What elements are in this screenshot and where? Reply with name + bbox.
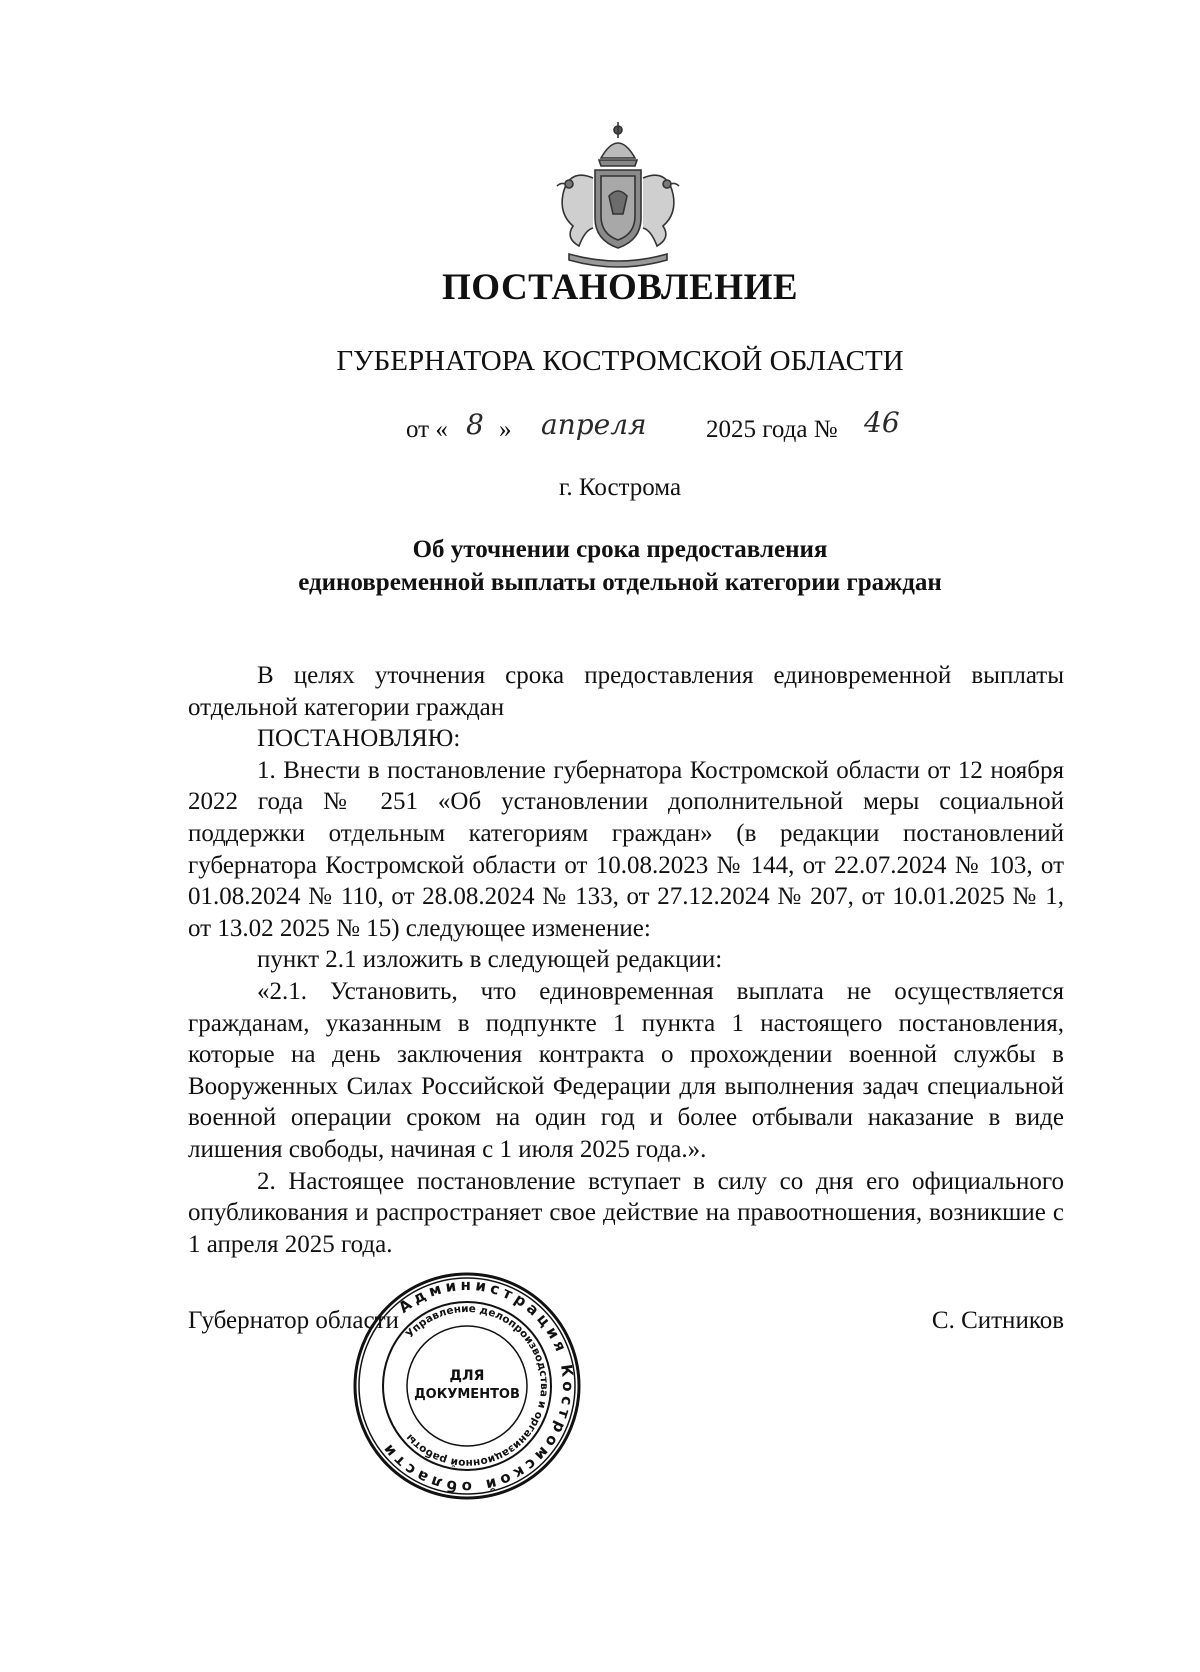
document-title: ПОСТАНОВЛЕНИЕ xyxy=(441,267,799,308)
svg-text:Управление делопроизводства и: Управление делопроизводства и организационной работы xyxy=(403,1302,551,1470)
document-heading xyxy=(0,533,1200,599)
date-month-handwritten: апреля xyxy=(541,408,647,441)
paragraph-resolve: ПОСТАНОВЛЯЮ: xyxy=(257,725,461,753)
date-close-quote: » xyxy=(499,416,512,443)
paragraph-item-1: 1. Внести в постановление губернатора Костромской области от 12 ноября 2022 года № 251 «Об установлении дополнительной меры социальной поддержки отдельным категориям граждан» (в редакции постановлений губернатора Костромской области от 10.08.2023 № 144, от 22.07.2024 № 103, от 01.08.2024 № 110, от 28.08.2024 № 133, от 27.12.2024 № 207, от 10.01.2025 № 1, от 13.02 2025 № 15) следующее изменение: xyxy=(188,756,1064,942)
paragraph-preamble: В целях уточнения срока предоставления единовременной выплаты отдельной категории граждан xyxy=(188,662,1064,721)
document-subtitle: ГУБЕРНАТОРА КОСТРОМСКОЙ ОБЛАСТИ xyxy=(336,345,904,377)
svg-text:ДЛЯ: ДЛЯ xyxy=(449,1368,485,1384)
paragraph-amendment-intro: пункт 2.1 изложить в следующей редакции: xyxy=(257,946,723,974)
paragraph-amendment-text: «2.1. Установить, что единовременная выплата не осуществляется гражданам, указанным в подпункте 1 пункта 1 настоящего постановления, которые на день заключения контракта о прохождении военной службы в Вооруженных Силах Российской Федерации для выполнения задач специальной военной операции сроком на один год и более отбывали наказание в виде лишения свободы, начиная с 1 июля 2025 года.». xyxy=(188,977,1064,1163)
date-line xyxy=(0,406,1200,452)
signatory-title: Губернатор области xyxy=(188,1307,399,1334)
date-prefix: от « xyxy=(406,416,448,443)
svg-text:Администрация Костромской обла: Администрация Костромской области xyxy=(376,1275,578,1497)
heading-line: Об уточнении срока предоставления xyxy=(412,536,828,563)
document-number-handwritten: 46 xyxy=(864,406,900,439)
date-year-text: 2025 года № xyxy=(706,416,838,443)
city-name: г. Кострома xyxy=(558,474,682,501)
paragraph-item-2: 2. Настоящее постановление вступает в силу со дня его официального опубликования и распространяет свое действие на правоотношения, возникшие с 1 апреля 2025 года. xyxy=(188,1167,1064,1258)
official-stamp xyxy=(351,1270,583,1502)
svg-text:ДОКУМЕНТОВ: ДОКУМЕНТОВ xyxy=(414,1387,520,1402)
document-body xyxy=(188,660,1064,1260)
heading-line: единовременной выплаты отдельной категории граждан xyxy=(298,569,942,596)
signatory-name: С. Ситников xyxy=(931,1307,1064,1334)
date-day-handwritten: 8 xyxy=(466,408,484,441)
coat-of-arms-emblem xyxy=(549,118,687,268)
